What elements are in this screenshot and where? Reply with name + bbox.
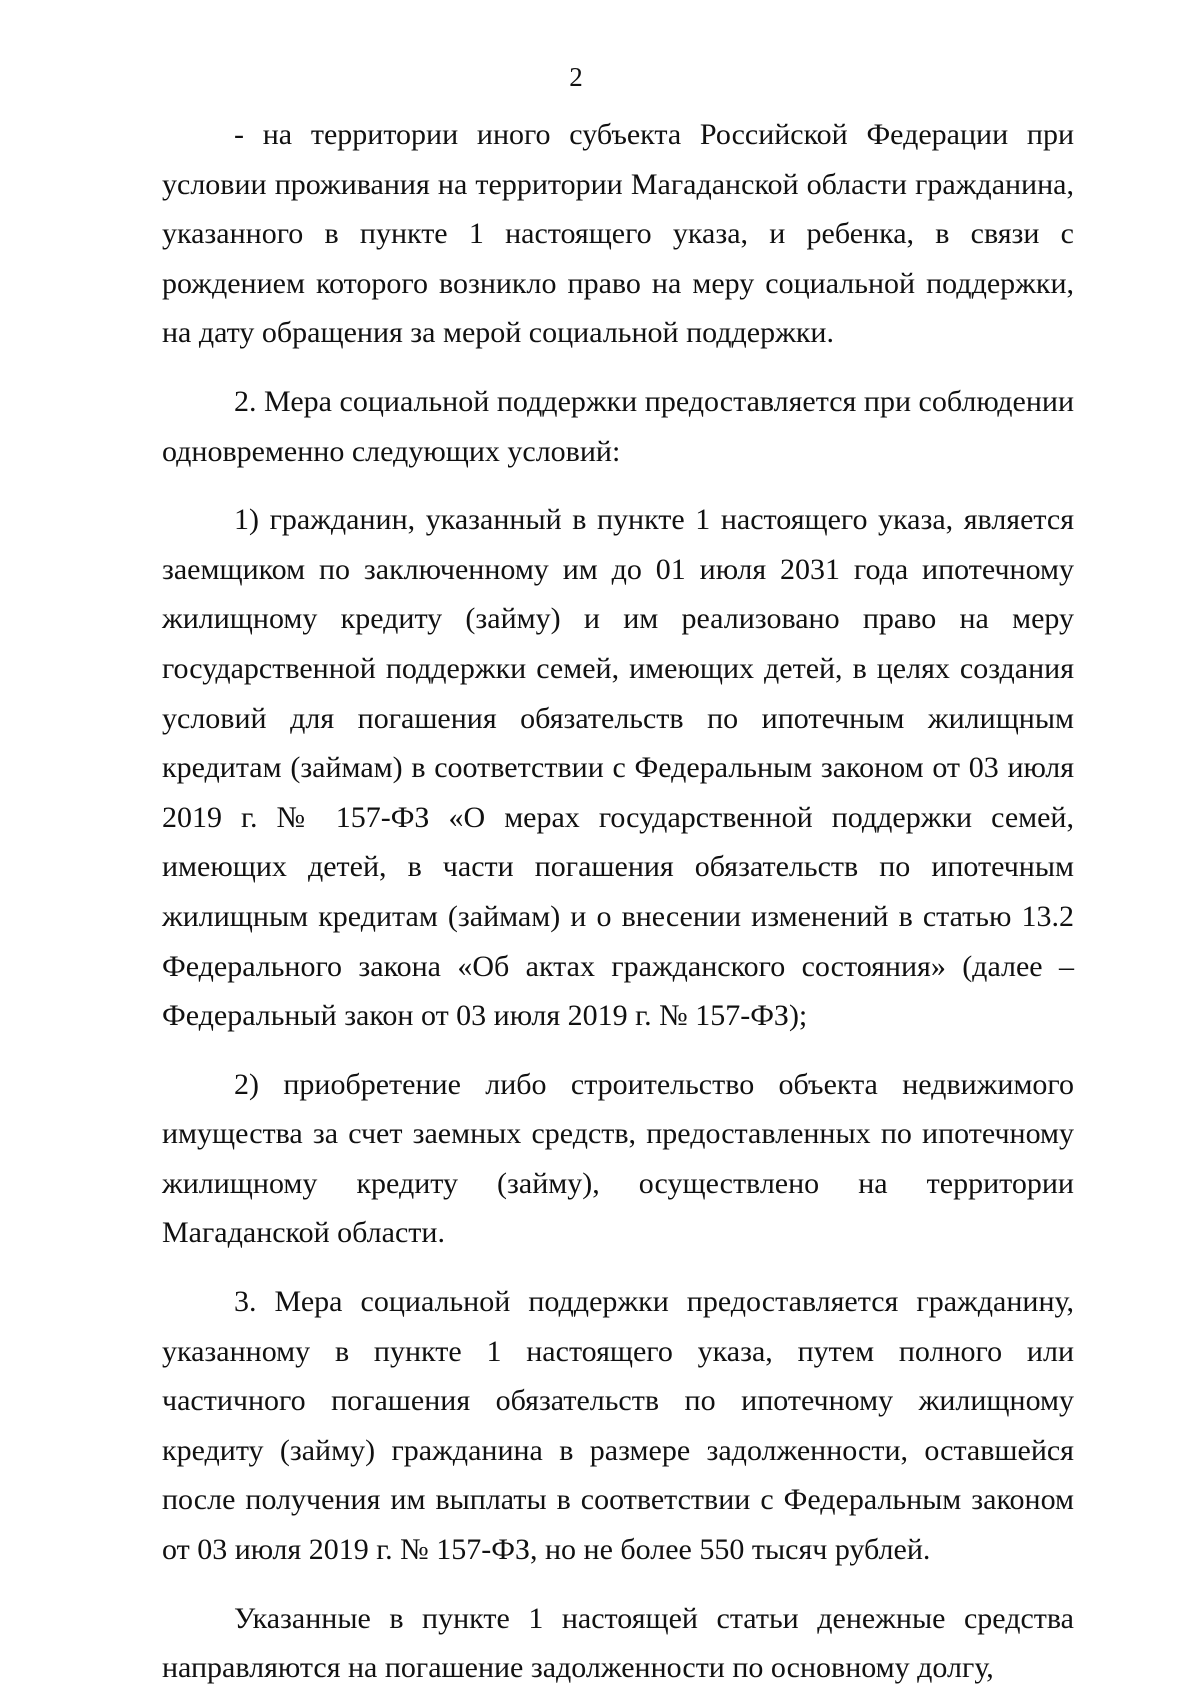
- paragraph-2-conditions: 2. Мера социальной поддержки предоставляется при соблюдении одновременно следующих условий:: [162, 384, 1074, 468]
- paragraph-2-condition-1: 1) гражданин, указанный в пункте 1 настоящего указа, является заемщиком по заключенному им до 01 июля 2031 года ипотечному жилищному кредиту (займу) и им реализовано право на меру государственной поддержки семей, имеющих детей, в целях создания условий для погашения обязательств по ипотечным жилищным кредитам (займам) в соответствии с Федеральным законом от 03 июля 2019 г. № 157-ФЗ «О мерах государственной поддержки семей, имеющих детей, в части погашения обязательств по ипотечным жилищным кредитам (займам) и о внесении изменений в статью 13.2 Федерального закона «Об актах гражданского состояния» (далее – Федеральный закон от 03 июля 2019 г. № 157-ФЗ);: [162, 503, 1074, 1033]
- document-body: [162, 110, 1074, 1693]
- page-number: 2: [569, 62, 583, 92]
- paragraph-3-support-amount: 3. Мера социальной поддержки предоставляется гражданину, указанному в пункте 1 настоящего указа, путем полного или частичного погашения обязательств по ипотечному жилищному кредиту (займу) гражданина в размере задолженности, оставшейся после получения им выплаты в соответствии с Федеральным законом от 03 июля 2019 г. № 157-ФЗ, но не более 550 тысяч рублей.: [162, 1285, 1074, 1567]
- paragraph-funds-direction: Указанные в пункте 1 настоящей статьи денежные средства направляются на погашение задолженности по основному долгу,: [162, 1601, 1074, 1685]
- paragraph-2-condition-2: 2) приобретение либо строительство объекта недвижимого имущества за счет заемных средств, предоставленных по ипотечному жилищному кредиту (займу), осуществлено на территории Магаданской области.: [162, 1067, 1074, 1250]
- paragraph-other-region-condition: - на территории иного субъекта Российской Федерации при условии проживания на территории Магаданской области гражданина, указанного в пункте 1 настоящего указа, и ребенка, в связи с рождением которого возникло право на меру социальной поддержки, на дату обращения за мерой социальной поддержки.: [162, 118, 1074, 350]
